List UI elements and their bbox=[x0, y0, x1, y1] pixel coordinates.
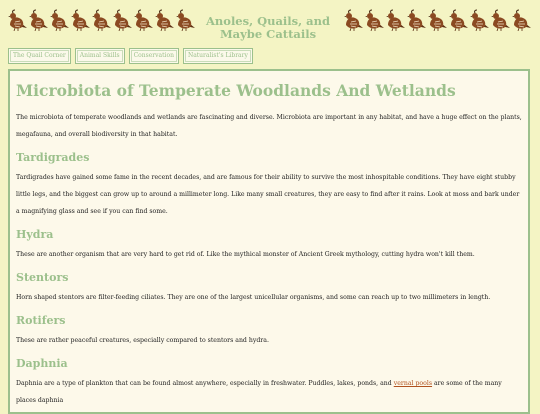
quail-icon bbox=[112, 9, 133, 31]
nav-quail-corner[interactable]: The Quail Corner bbox=[8, 48, 71, 64]
section-heading-tardigrades: Tardigrades bbox=[16, 151, 90, 164]
quail-icon bbox=[91, 9, 112, 31]
nav-naturalists-library[interactable]: Naturalist's Library bbox=[183, 48, 253, 64]
nav-animal-skills[interactable]: Animal Skills bbox=[75, 48, 125, 64]
section-heading-stentors: Stentors bbox=[16, 271, 69, 284]
article-intro: The microbiota of temperate woodlands and wetlands are fascinating and diverse. Microbiota are important in any habitat, and have a huge effect on the plants, megafauna, and overall biodiversity in that habitat. bbox=[16, 114, 522, 138]
section-body-rotifers: These are rather peaceful creatures, especially compared to stentors and hydra. bbox=[16, 337, 269, 344]
daphnia-text-after: are some of the many places daphnia bbox=[16, 380, 502, 404]
quail-icon bbox=[154, 9, 175, 31]
quail-icon bbox=[385, 9, 406, 31]
section-body-stentors: Horn shaped stentors are filter-feeding ciliates. They are one of the largest unicellular organisms, and some can reach up to two millimeters in length. bbox=[16, 294, 491, 301]
daphnia-text-before: Daphnia are a type of plankton that can be found almost anywhere, especially in freshwater. Puddles, lakes, ponds, and bbox=[16, 380, 394, 387]
site-title: Anoles, Quails, and Maybe Cattails bbox=[205, 14, 331, 41]
quail-icon bbox=[343, 9, 364, 31]
quail-icon bbox=[364, 9, 385, 31]
quail-icon bbox=[49, 9, 70, 31]
quail-icon bbox=[511, 9, 532, 31]
quail-icon bbox=[427, 9, 448, 31]
site-header bbox=[0, 0, 540, 44]
section-body-hydra: These are another organism that are very hard to get rid of. Like the mythical monster of Ancient Greek mythology, cutting hydra won't kill them. bbox=[16, 251, 475, 258]
nav-conservation[interactable]: Conservation bbox=[129, 48, 179, 64]
vernal-pools-link[interactable]: vernal pools bbox=[393, 380, 433, 387]
quail-icon bbox=[7, 9, 28, 31]
section-heading-hydra: Hydra bbox=[16, 228, 54, 241]
quail-icon bbox=[406, 9, 427, 31]
article-panel bbox=[8, 69, 530, 414]
section-body-daphnia bbox=[16, 375, 522, 409]
quail-icon bbox=[490, 9, 511, 31]
quail-row-right bbox=[343, 9, 532, 31]
quail-icon bbox=[28, 9, 49, 31]
quail-icon bbox=[70, 9, 91, 31]
main-nav bbox=[8, 48, 253, 64]
quail-icon bbox=[133, 9, 154, 31]
quail-icon bbox=[175, 9, 196, 31]
section-body-tardigrades: Tardigrades have gained some fame in the recent decades, and are famous for their ability to survive the most inhospitable conditions. They have eight stubby little legs, and the biggest can grow up to around a millimeter long. Like many small creatures, they are easy to find after it rains. Look at moss and bark under a magnifying glass and see if you can find some. bbox=[16, 174, 520, 215]
article-title: Microbiota of Temperate Woodlands And Wetlands bbox=[16, 81, 456, 100]
section-heading-daphnia: Daphnia bbox=[16, 357, 68, 370]
quail-row-left bbox=[7, 9, 196, 31]
quail-icon bbox=[469, 9, 490, 31]
quail-icon bbox=[448, 9, 469, 31]
section-heading-rotifers: Rotifers bbox=[16, 314, 66, 327]
